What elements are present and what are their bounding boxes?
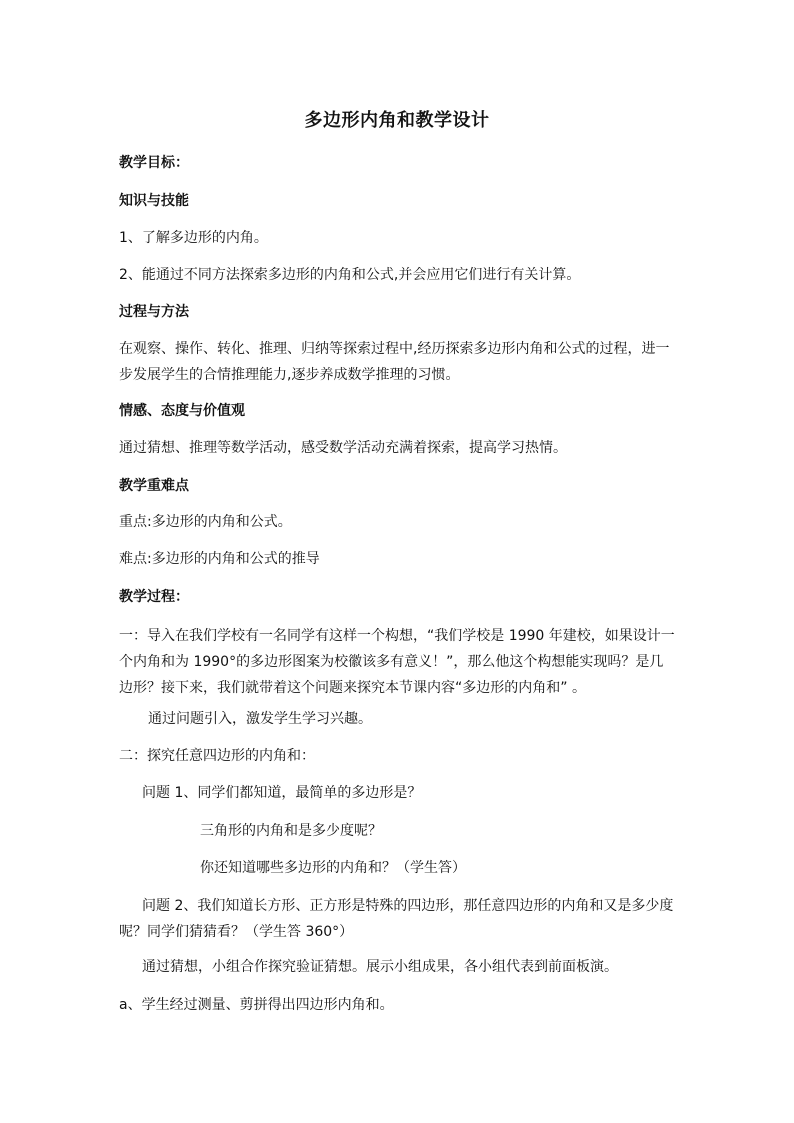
emotion-text: 通过猜想、推理等数学活动，感受数学活动充满着探索，提高学习热情。 <box>119 440 567 456</box>
process-method-heading: 过程与方法 <box>119 304 189 320</box>
key-point-focus: 重点:多边形的内角和公式。 <box>119 514 292 530</box>
guess-verify-text: 通过猜想，小组合作探究验证猜想。展示小组成果，各小组代表到前面板演。 <box>142 959 618 975</box>
question-1: 问题 1、同学们都知道，最简单的多边形是？ <box>142 785 422 801</box>
activity-a: a、学生经过测量、剪拼得出四边形内角和。 <box>119 997 394 1013</box>
step1-intro: 一：导入在我们学校有一名同学有这样一个构想，“我们学校是 1990 年建校，如果设计一个内角和为 1990°的多边形图案为校徽该多有意义！”，那么他这个构想能实现吗？是几边形？接下来，我们就带着这个问题来探究本节课内容“多边形的内角和” 。 <box>119 628 675 696</box>
page-title: 多边形内角和教学设计 <box>304 110 490 131</box>
key-points-heading: 教学重难点 <box>119 478 189 494</box>
key-point-difficulty: 难点:多边形的内角和公式的推导 <box>119 551 320 567</box>
emotion-heading: 情感、态度与价值观 <box>119 403 245 419</box>
objectives-heading: 教学目标： <box>119 155 189 171</box>
knowledge-item-2: 2、能通过不同方法探索多边形的内角和公式,并会应用它们进行有关计算。 <box>119 267 581 283</box>
question-1-sub-2: 你还知道哪些多边形的内角和？（学生答） <box>200 860 466 876</box>
knowledge-heading: 知识与技能 <box>119 193 189 209</box>
step2-heading: 二：探究任意四边形的内角和： <box>119 748 315 764</box>
question-2: 问题 2、我们知道长方形、正方形是特殊的四边形，那任意四边形的内角和又是多少度呢？同学们猜猜看？（学生答 360°） <box>119 898 674 940</box>
step1-note: 通过问题引入，激发学生学习兴趣。 <box>148 711 372 727</box>
teaching-process-heading: 教学过程： <box>119 589 189 605</box>
process-method-text: 在观察、操作、转化、推理、归纳等探索过程中,经历探索多边形内角和公式的过程，进一步发展学生的合情推理能力,逐步养成数学推理的习惯。 <box>119 341 670 383</box>
knowledge-item-1: 1、了解多边形的内角。 <box>119 230 268 246</box>
question-1-sub-1: 三角形的内角和是多少度呢？ <box>200 823 382 839</box>
